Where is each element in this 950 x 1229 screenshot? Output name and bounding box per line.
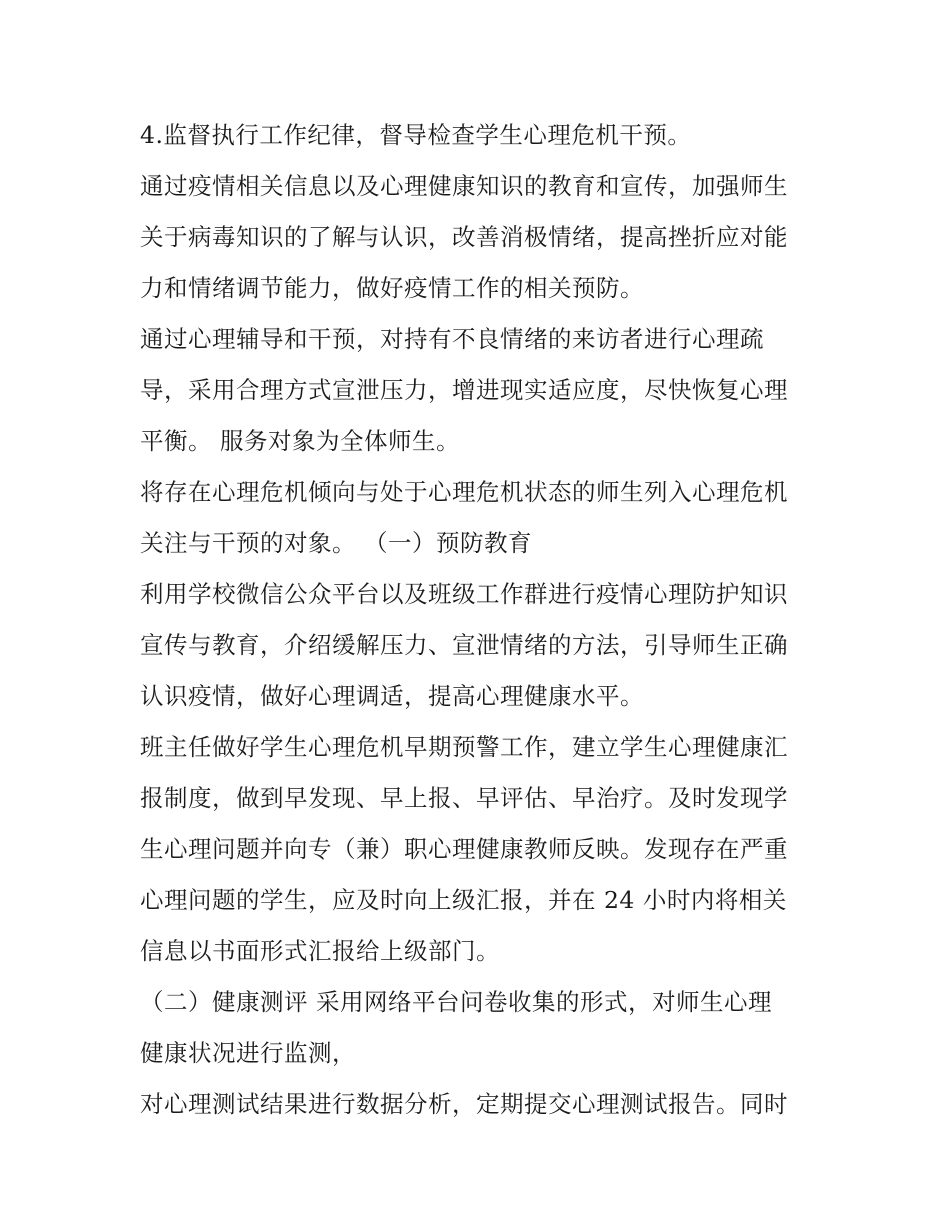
text-line: 班主任做好学生心理危机早期预警工作，建立学生心理健康汇 [140, 733, 788, 761]
text-line: 平衡。 服务对象为全体师生。 [140, 427, 460, 455]
text-line: 力和情绪调节能力，做好疫情工作的相关预防。 [140, 274, 644, 302]
text-line: 健康状况进行监测， [140, 1039, 356, 1067]
text-line: 通过心理辅导和干预，对持有不良情绪的来访者进行心理疏 [140, 325, 764, 353]
text-line: 关注与干预的对象。 （一）预防教育 [140, 529, 532, 557]
text-line: 对心理测试结果进行数据分析，定期提交心理测试报告。同时 [140, 1090, 788, 1118]
text-line: 4.监督执行工作纪律，督导检查学生心理危机干预。 [140, 121, 692, 149]
text-line: 信息以书面形式汇报给上级部门。 [140, 937, 500, 965]
text-line: 认识疫情，做好心理调适，提高心理健康水平。 [140, 682, 644, 710]
text-line: 报制度，做到早发现、早上报、早评估、早治疗。及时发现学 [140, 784, 788, 812]
text-line: 心理问题的学生，应及时向上级汇报，并在 24 小时内将相关 [140, 886, 787, 914]
text-line: （二）健康测评 采用网络平台问卷收集的形式，对师生心理 [140, 988, 772, 1016]
document-body [140, 110, 830, 1130]
text-line: 利用学校微信公众平台以及班级工作群进行疫情心理防护知识 [140, 580, 788, 608]
text-line: 生心理问题并向专（兼）职心理健康教师反映。发现存在严重 [140, 835, 788, 863]
text-line: 宣传与教育，介绍缓解压力、宣泄情绪的方法，引导师生正确 [140, 631, 788, 659]
text-line: 关于病毒知识的了解与认识，改善消极情绪，提高挫折应对能 [140, 223, 788, 251]
text-line: 通过疫情相关信息以及心理健康知识的教育和宣传，加强师生 [140, 172, 788, 200]
text-line: 导，采用合理方式宣泄压力，增进现实适应度，尽快恢复心理 [140, 376, 788, 404]
text-line: 将存在心理危机倾向与处于心理危机状态的师生列入心理危机 [140, 478, 788, 506]
